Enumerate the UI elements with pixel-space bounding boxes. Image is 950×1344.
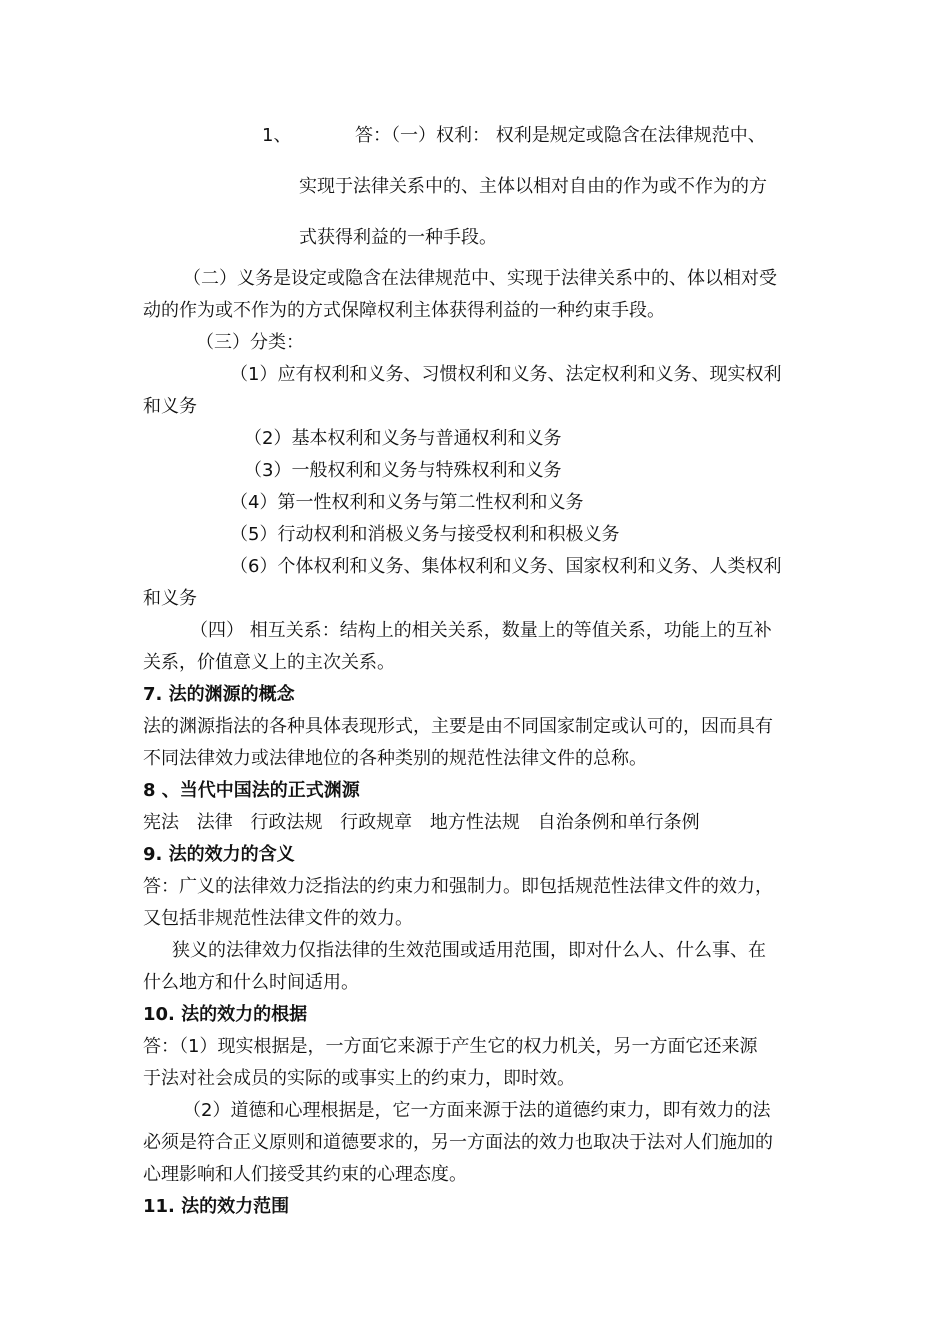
- class-item-5: （5）行动权利和消极义务与接受权利和积极义务: [230, 524, 620, 545]
- class-item-3: （3）一般权利和义务与特殊权利和义务: [244, 460, 562, 481]
- list-number: 1、: [262, 125, 292, 146]
- effect-basis-line-4: 必须是符合正义原则和道德要求的，另一方面法的效力也取决于法对人们施加的: [143, 1132, 773, 1153]
- effect-meaning-line-2: 又包括非规范性法律文件的效力。: [143, 908, 413, 929]
- duty-line-2: 动的作为或不作为的方式保障权利主体获得利益的一种约束手段。: [143, 300, 665, 321]
- answer-rights-line-3: 式获得利益的一种手段。: [299, 227, 497, 248]
- formal-sources-list: 宪法 法律 行政法规 行政规章 地方性法规 自治条例和单行条例: [143, 812, 700, 833]
- relation-line-1: （四） 相互关系：结构上的相关关系，数量上的等值关系，功能上的互补: [190, 620, 772, 641]
- source-definition-line-2: 不同法律效力或法律地位的各种类别的规范性法律文件的总称。: [143, 748, 647, 769]
- source-definition-line-1: 法的渊源指法的各种具体表现形式，主要是由不同国家制定或认可的，因而具有: [143, 716, 773, 737]
- section-heading-7: 7. 法的渊源的概念: [143, 684, 295, 705]
- answer-rights-line-1: 答：（一）权利： 权利是规定或隐含在法律规范中、: [355, 125, 766, 146]
- class-item-2: （2）基本权利和义务与普通权利和义务: [244, 428, 562, 449]
- effect-meaning-line-3: 狭义的法律效力仅指法律的生效范围或适用范围，即对什么人、什么事、在: [172, 940, 766, 961]
- section-heading-9: 9. 法的效力的含义: [143, 844, 295, 865]
- section-heading-11: 11. 法的效力范围: [143, 1196, 290, 1217]
- effect-meaning-line-1: 答：广义的法律效力泛指法的约束力和强制力。即包括规范性法律文件的效力，: [143, 876, 773, 897]
- effect-basis-line-5: 心理影响和人们接受其约束的心理态度。: [143, 1164, 467, 1185]
- effect-basis-line-2: 于法对社会成员的实际的或事实上的约束力，即时效。: [143, 1068, 575, 1089]
- answer-rights-line-2: 实现于法律关系中的、主体以相对自由的作为或不作为的方: [299, 176, 767, 197]
- class-item-6-line-2: 和义务: [143, 588, 197, 609]
- class-item-1-line-2: 和义务: [143, 396, 197, 417]
- class-item-1-line-1: （1）应有权利和义务、习惯权利和义务、法定权利和义务、现实权利: [230, 364, 782, 385]
- class-item-4: （4）第一性权利和义务与第二性权利和义务: [230, 492, 584, 513]
- effect-meaning-line-4: 什么地方和什么时间适用。: [143, 972, 359, 993]
- section-heading-10: 10. 法的效力的根据: [143, 1004, 308, 1025]
- classification-heading: （三）分类：: [196, 332, 304, 353]
- effect-basis-line-1: 答：（1）现实根据是，一方面它来源于产生它的权力机关，另一方面它还来源: [143, 1036, 758, 1057]
- effect-basis-line-3: （2）道德和心理根据是，它一方面来源于法的道德约束力，即有效力的法: [183, 1100, 771, 1121]
- class-item-6-line-1: （6）个体权利和义务、集体权利和义务、国家权利和义务、人类权利: [230, 556, 782, 577]
- section-heading-8: 8 、当代中国法的正式渊源: [143, 780, 360, 801]
- relation-line-2: 关系，价值意义上的主次关系。: [143, 652, 395, 673]
- duty-line-1: （二）义务是设定或隐含在法律规范中、实现于法律关系中的、体以相对受: [183, 268, 777, 289]
